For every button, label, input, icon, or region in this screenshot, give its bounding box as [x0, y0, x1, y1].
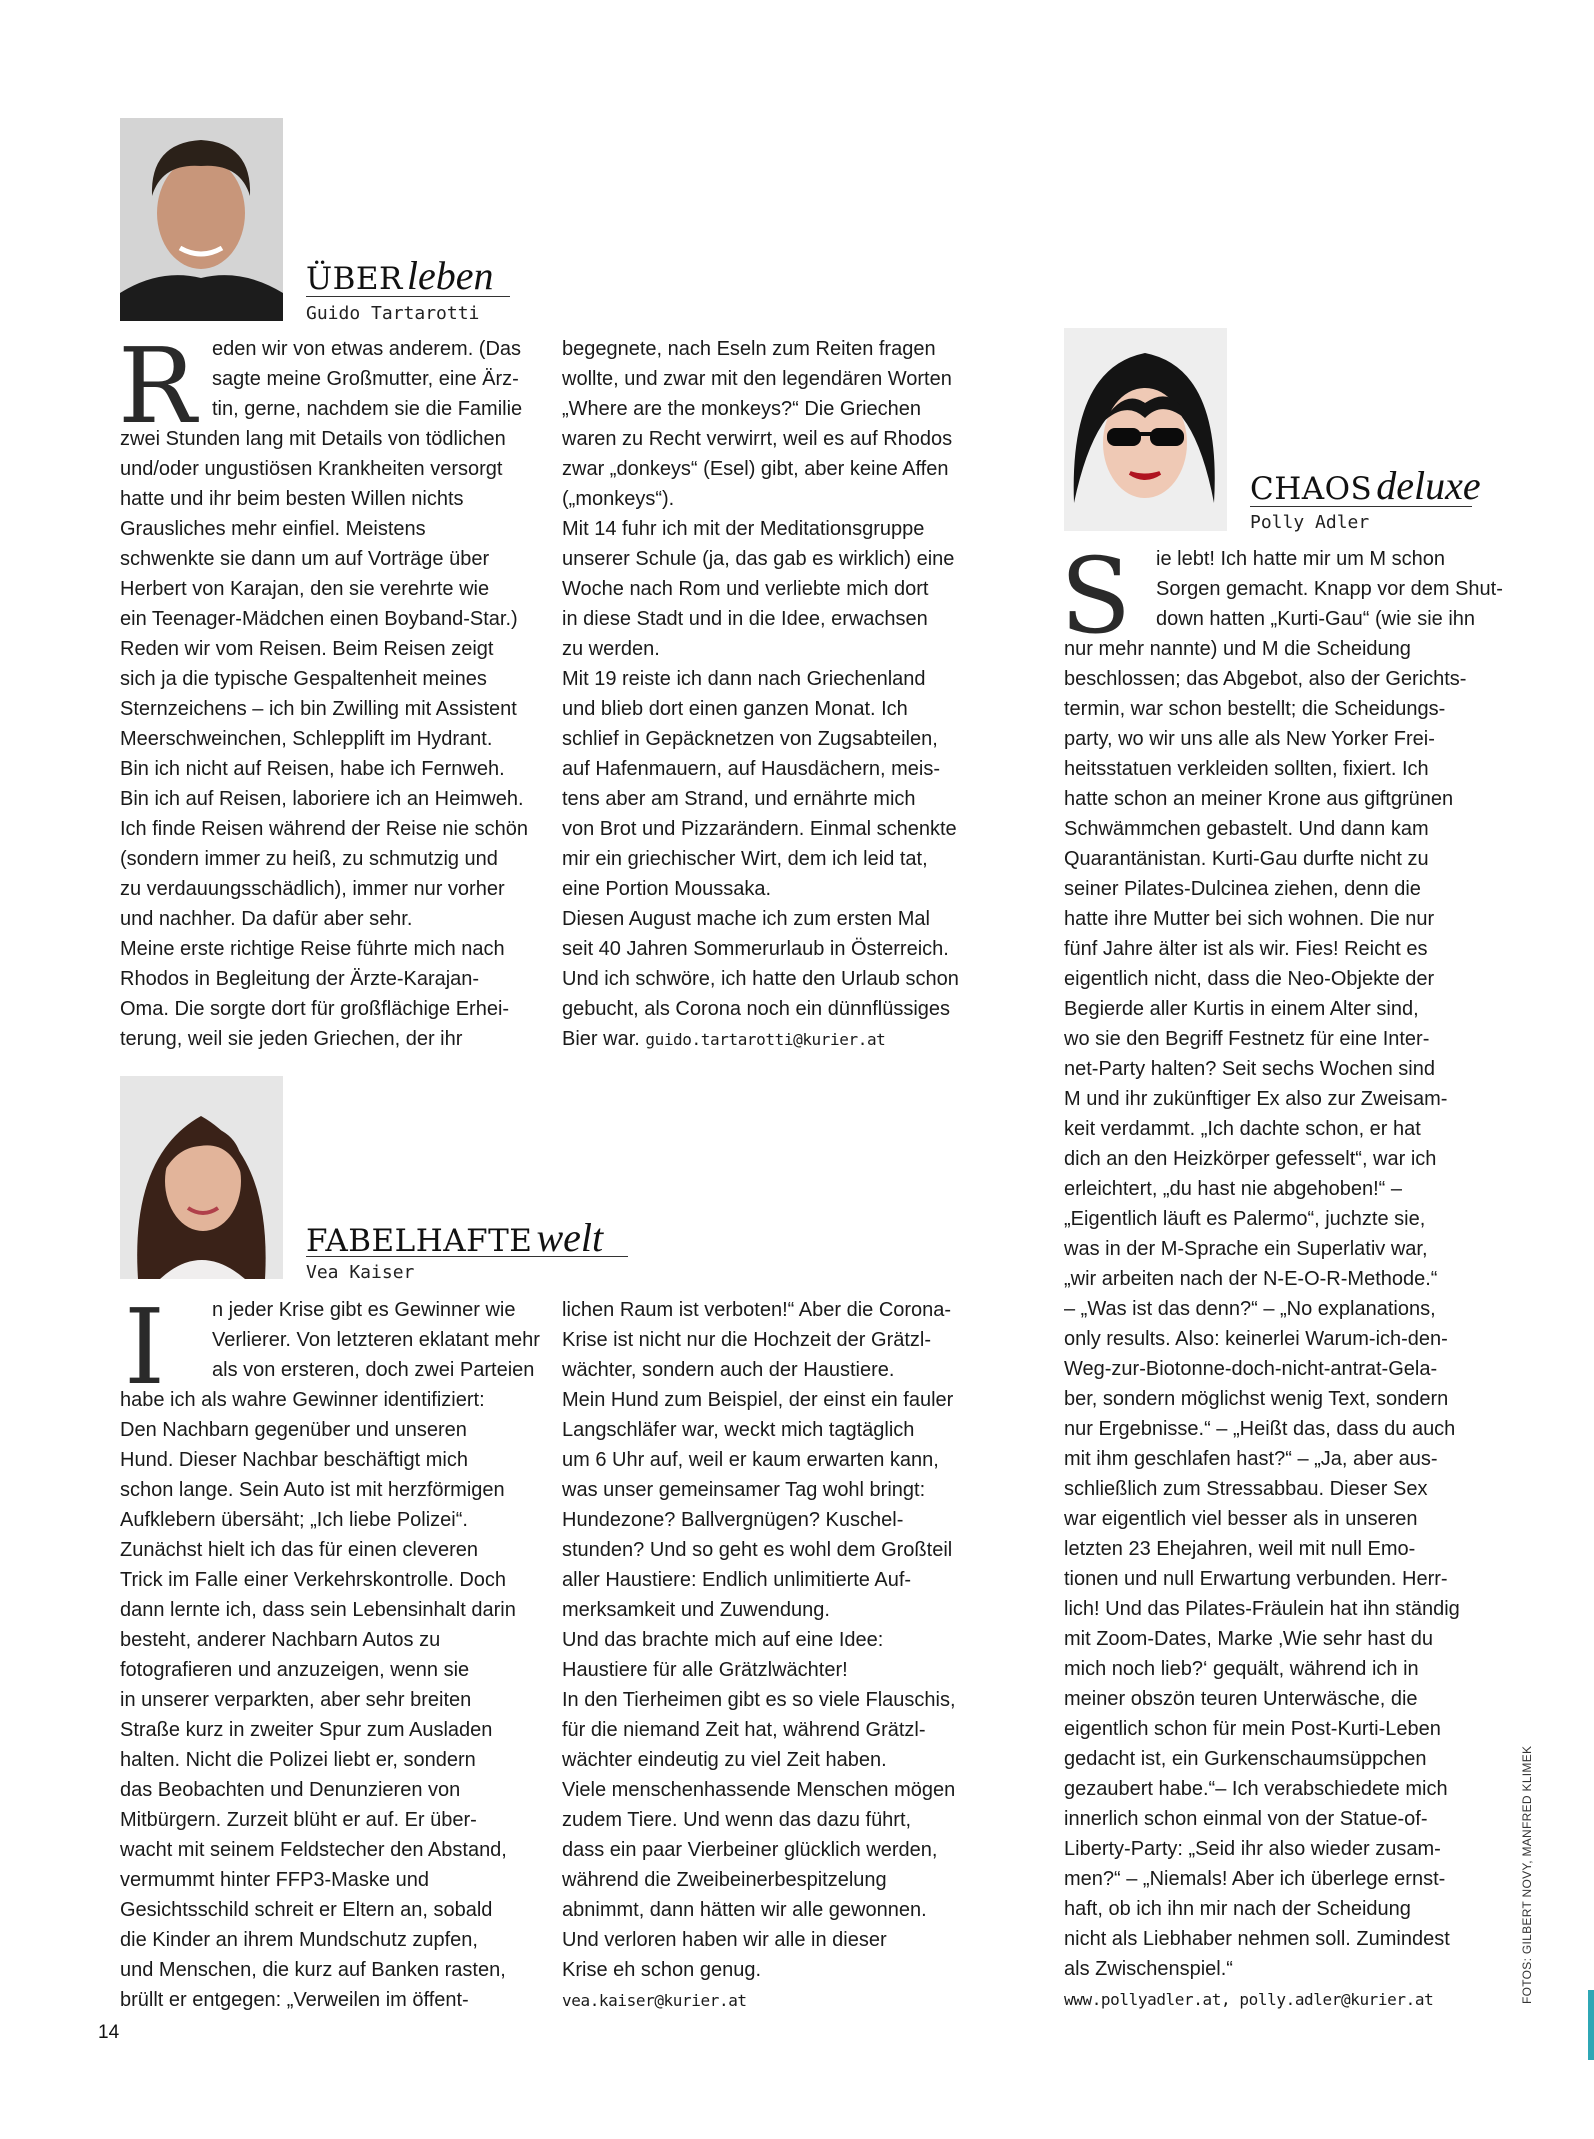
text-line: sagte meine Großmutter, eine Ärz-: [212, 368, 519, 390]
text-line: zu werden.: [562, 638, 660, 660]
text-line: Bier war.: [562, 1028, 646, 1050]
text-line: eigentlich nicht, dass die Neo-Objekte der: [1064, 968, 1435, 990]
text-line: wollte, und zwar mit den legendären Worten: [562, 368, 952, 390]
author-email-line: [1064, 1984, 1494, 2015]
text-line: ber, sondern möglichst wenig Text, sondern: [1064, 1388, 1449, 1410]
text-line: („monkeys“).: [562, 488, 675, 510]
article-text-column-2: [562, 334, 982, 1055]
text-line: unserer Schule (ja, das gab es wirklich) eine: [562, 548, 955, 570]
text-line: terung, weil sie jeden Griechen, der ihr: [120, 1028, 463, 1050]
text-line: Meerschweinchen, Schlepplift im Hydrant.: [120, 728, 493, 750]
text-line: gedacht ist, ein Gurkenschaumsüppchen: [1064, 1748, 1427, 1770]
text-line: termin, war schon bestellt; die Scheidungs-: [1064, 698, 1446, 720]
text-line: Langschläfer war, weckt mich tagtäglich: [562, 1419, 915, 1441]
text-line: Zunächst hielt ich das für einen cleveren: [120, 1539, 478, 1561]
text-line: Und verloren haben wir alle in dieser: [562, 1929, 887, 1951]
text-line: only results. Also: keinerlei Warum-ich-den-: [1064, 1328, 1448, 1350]
text-line: mir ein griechischer Wirt, dem ich leid tat,: [562, 848, 928, 870]
text-line: was unser gemeinsamer Tag wohl bringt:: [562, 1479, 926, 1501]
text-line: nur mehr nannte) und M die Scheidung: [1064, 638, 1411, 660]
text-line: down hatten „Kurti-Gau“ (wie sie ihn: [1156, 608, 1476, 630]
text-line: gezaubert habe.“– Ich verabschiedete mich: [1064, 1778, 1448, 1800]
text-line: sich ja die typische Gespaltenheit meines: [120, 668, 487, 690]
text-line: keit verdammt. „Ich dachte schon, er hat: [1064, 1118, 1421, 1140]
text-line: eigentlich schon für mein Post-Kurti-Leben: [1064, 1718, 1441, 1740]
text-line: seiner Pilates-Dulcinea ziehen, denn die: [1064, 878, 1421, 900]
text-line: Aufklebern übersäht; „Ich liebe Polizei“.: [120, 1509, 468, 1531]
text-line: seit 40 Jahren Sommerurlaub in Österreich.: [562, 938, 949, 960]
text-line: men?“ – „Niemals! Aber ich überlege ernst-: [1064, 1868, 1446, 1890]
text-line: dich an den Heizkörper gefesselt“, war ich: [1064, 1148, 1437, 1170]
author-photo-polly-adler: [1064, 328, 1227, 531]
text-line: Reden wir vom Reisen. Beim Reisen zeigt: [120, 638, 494, 660]
text-line: war eigentlich viel besser als in unseren: [1064, 1508, 1418, 1530]
author-email-line: [562, 1985, 982, 2016]
text-line: wo sie den Begriff Festnetz für eine Inter-: [1064, 1028, 1430, 1050]
text-line: Sternzeichens – ich bin Zwilling mit Assistent: [120, 698, 517, 720]
heading-rule: [306, 1256, 628, 1257]
heading-rule: [306, 296, 510, 297]
text-line: auf Hafenmauern, auf Hausdächern, meis-: [562, 758, 940, 780]
text-line: und blieb dort einen ganzen Monat. Ich: [562, 698, 908, 720]
author-email[interactable]: guido.tartarotti@kurier.at: [645, 1030, 886, 1049]
text-line: (sondern immer zu heiß, zu schmutzig und: [120, 848, 498, 870]
heading-italic: welt: [536, 1215, 604, 1260]
text-line: Hundezone? Ballvergnügen? Kuschel-: [562, 1509, 904, 1531]
text-line: eden wir von etwas anderem. (Das: [212, 338, 522, 360]
article-text-column: [1064, 544, 1503, 2015]
text-line: nicht als Liebhaber nehmen soll. Zumindest: [1064, 1928, 1450, 1950]
text-line: dann lernte ich, dass sein Lebensinhalt darin: [120, 1599, 516, 1621]
author-name: Guido Tartarotti: [306, 303, 480, 324]
text-line: Mit 19 reiste ich dann nach Griechenland: [562, 668, 926, 690]
text-line: zu verdauungsschädlich), immer nur vorher: [120, 878, 505, 900]
text-line: „Where are the monkeys?“ Die Griechen: [562, 398, 922, 420]
article-text-column-1: [118, 325, 530, 1054]
text-line: Mein Hund zum Beispiel, der einst ein fauler: [562, 1389, 954, 1411]
column-heading-fabelhafte-welt: [306, 1215, 604, 1260]
text-line: Rhodos in Begleitung der Ärzte-Karajan-: [120, 968, 480, 990]
text-line: – „Was ist das denn?“ – „No explanations,: [1064, 1298, 1436, 1320]
text-line: ie lebt! Ich hatte mir um M schon: [1156, 548, 1446, 570]
text-line: party, wo wir uns alle als New Yorker Frei-: [1064, 728, 1435, 750]
column-heading-chaos-deluxe: [1250, 463, 1481, 508]
text-line: nur Ergebnisse.“ – „Heißt das, dass du auch: [1064, 1418, 1456, 1440]
author-email[interactable]: vea.kaiser@kurier.at: [562, 1991, 747, 2010]
text-line: Bin ich nicht auf Reisen, habe ich Fernweh.: [120, 758, 505, 780]
photo-credit: FOTOS: GILBERT NOVY, MANFRED KLIMEK: [1520, 1745, 1534, 2004]
text-line: tionen und null Erwartung verbunden. Herr-: [1064, 1568, 1448, 1590]
text-line: In den Tierheimen gibt es so viele Flauschis,: [562, 1689, 956, 1711]
text-line: Herbert von Karajan, den sie verehrte wie: [120, 578, 490, 600]
text-line: hatte und ihr beim besten Willen nichts: [120, 488, 464, 510]
text-line: mit Zoom-Dates, Marke ‚Wie sehr hast du: [1064, 1628, 1433, 1650]
text-line: schlief in Gepäcknetzen von Zugsabteilen,: [562, 728, 938, 750]
text-line: und/oder ungustiösen Krankheiten versorgt: [120, 458, 503, 480]
page-number: 14: [98, 2022, 120, 2043]
text-line: Diesen August mache ich zum ersten Mal: [562, 908, 930, 930]
drop-cap: S: [1060, 535, 1132, 657]
text-line: Bin ich auf Reisen, laboriere ich an Heimweh.: [120, 788, 524, 810]
text-line: merksamkeit und Zuwendung.: [562, 1599, 830, 1621]
text-line: innerlich schon einmal von der Statue-of-: [1064, 1808, 1428, 1830]
text-line: vermummt hinter FFP3-Maske und: [120, 1869, 429, 1891]
text-line: zudem Tiere. Und wenn das dazu führt,: [562, 1809, 912, 1831]
text-line: und nachher. Da dafür aber sehr.: [120, 908, 413, 930]
text-line: schwenkte sie dann um auf Vorträge über: [120, 548, 490, 570]
text-line: Schwämmchen gebastelt. Und dann kam: [1064, 818, 1429, 840]
text-line: wächter eindeutig zu viel Zeit haben.: [562, 1749, 887, 1771]
text-line: wacht mit seinem Feldstecher den Abstand,: [120, 1839, 507, 1861]
text-line: haft, ob ich ihn mir nach der Scheidung: [1064, 1898, 1411, 1920]
author-name: Vea Kaiser: [306, 1262, 415, 1283]
text-line: aller Haustiere: Endlich unlimitierte Auf-: [562, 1569, 912, 1591]
text-line: eine Portion Moussaka.: [562, 878, 772, 900]
text-line: Grausliches mehr einfiel. Meistens: [120, 518, 426, 540]
text-line: Verlierer. Von letzteren eklatant mehr: [212, 1329, 540, 1351]
text-line: stunden? Und so geht es wohl dem Großteil: [562, 1539, 953, 1561]
text-line: in diese Stadt und in die Idee, erwachsen: [562, 608, 928, 630]
text-line: Meine erste richtige Reise führte mich nach: [120, 938, 505, 960]
text-line: mit ihm geschlafen hast?“ – „Ja, aber aus-: [1064, 1448, 1438, 1470]
text-line: tens aber am Strand, und ernährte mich: [562, 788, 916, 810]
text-line: Liberty-Party: „Seid ihr also wieder zusam-: [1064, 1838, 1441, 1860]
text-line: Krise ist nicht nur die Hochzeit der Grätzl-: [562, 1329, 932, 1351]
text-line: letzten 23 Ehejahren, weil mit null Emo-: [1064, 1538, 1416, 1560]
text-line: begegnete, nach Eseln zum Reiten fragen: [562, 338, 936, 360]
text-line: für die niemand Zeit hat, während Grätzl-: [562, 1719, 926, 1741]
author-email[interactable]: www.pollyadler.at, polly.adler@kurier.at: [1064, 1990, 1434, 2009]
text-line: „Eigentlich läuft es Palermo“, juchzte sie,: [1064, 1208, 1426, 1230]
text-line: Begierde aller Kurtis in einem Alter sind,: [1064, 998, 1419, 1020]
text-line: Mitbürgern. Zurzeit blüht er auf. Er über-: [120, 1809, 477, 1831]
drop-cap: I: [124, 1286, 166, 1408]
text-line: als Zwischenspiel.“: [1064, 1958, 1233, 1980]
text-line: erleichtert, „du hast nie abgehoben!“ –: [1064, 1178, 1402, 1200]
text-line: während die Zweibeinerbespitzelung: [562, 1869, 887, 1891]
text-line: wächter, sondern auch der Haustiere.: [562, 1359, 895, 1381]
text-line: Trick im Falle einer Verkehrskontrolle. Doch: [120, 1569, 507, 1591]
text-line: gebucht, als Corona noch ein dünnflüssiges: [562, 998, 951, 1020]
text-line: was in der M-Sprache ein Superlativ war,: [1064, 1238, 1428, 1260]
text-line: besteht, anderer Nachbarn Autos zu: [120, 1629, 441, 1651]
text-line: und Menschen, die kurz auf Banken rasten,: [120, 1959, 506, 1981]
text-line: Quarantänistan. Kurti-Gau durfte nicht zu: [1064, 848, 1429, 870]
text-line: Und das brachte mich auf eine Idee:: [562, 1629, 884, 1651]
heading-rule: [1250, 506, 1472, 507]
text-line: Den Nachbarn gegenüber und unseren: [120, 1419, 467, 1441]
text-line: mich noch lieb?‘ gequält, während ich in: [1064, 1658, 1419, 1680]
author-email-line: [562, 1024, 982, 1055]
text-line: Gesichtsschild schreit er Eltern an, sobald: [120, 1899, 493, 1921]
text-line: um 6 Uhr auf, weil er kaum erwarten kann,: [562, 1449, 939, 1471]
heading-italic: deluxe: [1376, 463, 1481, 508]
text-line: Mit 14 fuhr ich mit der Meditationsgruppe: [562, 518, 925, 540]
text-line: hatte schon an meiner Krone aus giftgrünen: [1064, 788, 1454, 810]
text-line: n jeder Krise gibt es Gewinner wie: [212, 1299, 516, 1321]
text-line: ein Teenager-Mädchen einen Boyband-Star.): [120, 608, 518, 630]
text-line: Sorgen gemacht. Knapp vor dem Shut-: [1156, 578, 1503, 600]
text-line: Krise eh schon genug.: [562, 1959, 762, 1981]
heading-caps: ÜBER: [306, 261, 403, 297]
text-line: beschlossen; das Abgebot, also der Gerichts-: [1064, 668, 1467, 690]
edge-accent-bar: [1588, 1990, 1594, 2060]
text-line: Und ich schwöre, ich hatte den Urlaub schon: [562, 968, 959, 990]
text-line: waren zu Recht verwirrt, weil es auf Rhodos: [562, 428, 953, 450]
column-heading-ueber-leben: [306, 253, 494, 298]
author-name: Polly Adler: [1250, 512, 1370, 533]
article-text-column-2: [562, 1295, 982, 2016]
text-line: in unserer verparkten, aber sehr breiten: [120, 1689, 472, 1711]
text-line: lichen Raum ist verboten!“ Aber die Corona-: [562, 1299, 952, 1321]
text-line: tin, gerne, nachdem sie die Familie: [212, 398, 523, 420]
text-line: M und ihr zukünftiger Ex also zur Zweisam-: [1064, 1088, 1448, 1110]
text-line: meiner obszön teuren Unterwäsche, die: [1064, 1688, 1418, 1710]
heading-italic: leben: [406, 253, 494, 298]
text-line: hatte ihre Mutter bei sich wohnen. Die nur: [1064, 908, 1435, 930]
text-line: die Kinder an ihrem Mundschutz zupfen,: [120, 1929, 478, 1951]
text-line: dass ein paar Vierbeiner glücklich werden,: [562, 1839, 938, 1861]
text-line: brüllt er entgegen: „Verweilen im öffent-: [120, 1989, 469, 2011]
article-text-column-1: [120, 1286, 540, 2015]
text-line: Woche nach Rom und verliebte mich dort: [562, 578, 929, 600]
text-line: schließlich zum Stressabbau. Dieser Sex: [1064, 1478, 1428, 1500]
author-photo-guido-tartarotti: [120, 118, 283, 321]
author-photo-vea-kaiser: [120, 1076, 283, 1279]
drop-cap: R: [118, 325, 197, 447]
text-line: net-Party halten? Seit sechs Wochen sind: [1064, 1058, 1435, 1080]
text-line: halten. Nicht die Polizei liebt er, sondern: [120, 1749, 476, 1771]
text-line: Ich finde Reisen während der Reise nie schön: [120, 818, 529, 840]
text-line: abnimmt, dann hätten wir alle gewonnen.: [562, 1899, 927, 1921]
text-line: habe ich als wahre Gewinner identifiziert:: [120, 1389, 485, 1411]
text-line: das Beobachten und Denunzieren von: [120, 1779, 461, 1801]
text-line: Straße kurz in zweiter Spur zum Ausladen: [120, 1719, 493, 1741]
text-line: zwei Stunden lang mit Details von tödlichen: [120, 428, 506, 450]
heading-caps: FABELHAFTE: [306, 1223, 533, 1259]
text-line: als von ersteren, doch zwei Parteien: [212, 1359, 535, 1381]
text-line: Oma. Die sorgte dort für großflächige Erhei-: [120, 998, 510, 1020]
text-line: lich! Und das Pilates-Fräulein hat ihn ständig: [1064, 1598, 1460, 1620]
text-line: „wir arbeiten nach der N-E-O-R-Methode.“: [1064, 1268, 1438, 1290]
text-line: fünf Jahre älter ist als wir. Fies! Reicht es: [1064, 938, 1428, 960]
text-line: Weg-zur-Biotonne-doch-nicht-antrat-Gela-: [1064, 1358, 1438, 1380]
text-line: Haustiere für alle Grätzlwächter!: [562, 1659, 848, 1681]
text-line: zwar „donkeys“ (Esel) gibt, aber keine Affen: [562, 458, 949, 480]
text-line: Hund. Dieser Nachbar beschäftigt mich: [120, 1449, 468, 1471]
text-line: heitsstatuen verkleiden sollten, fixiert. Ich: [1064, 758, 1429, 780]
heading-caps: CHAOS: [1250, 471, 1373, 507]
text-line: Viele menschenhassende Menschen mögen: [562, 1779, 956, 1801]
text-line: fotografieren und anzuzeigen, wenn sie: [120, 1659, 470, 1681]
text-line: von Brot und Pizzarändern. Einmal schenkte: [562, 818, 957, 840]
text-line: schon lange. Sein Auto ist mit herzförmigen: [120, 1479, 505, 1501]
